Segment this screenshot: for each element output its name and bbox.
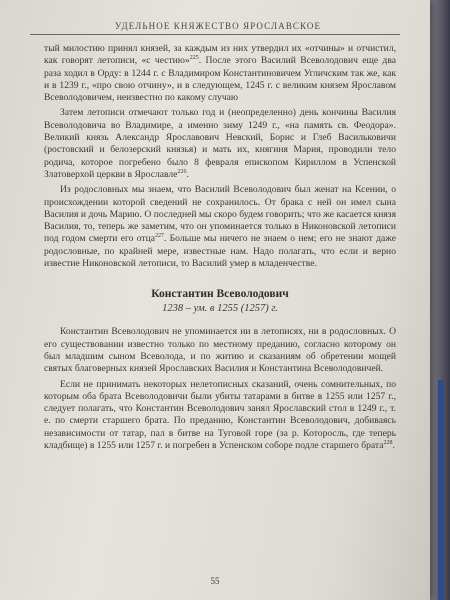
section-title: Константин Всеволодович — [151, 288, 289, 301]
paragraph-text: . После этого Василий Всеволодович еще два раза ходил в Орду: в 1244 г. с Владимиром Константиновичем Угличским так же, как и в 1239 г., «про свою отчину», и в следующем, 1245 г. с великим князем Ярославом Всеволодовичем, неизвестно по какому случаю — [44, 55, 396, 104]
paragraph — [44, 184, 396, 270]
paragraph-text: . — [392, 440, 395, 452]
paragraph-text: . — [186, 168, 189, 180]
page-number: 55 — [210, 576, 220, 586]
footnote-ref: 227 — [155, 233, 164, 240]
section-heading — [44, 287, 396, 315]
section-dates: 1238 – ум. в 1255 (1257) г. — [162, 303, 278, 315]
paragraph-text: Константин Всеволодович не упоминается ни в летописях, ни в родословных. О его существовании известно только по местному преданию, согласно которому он был младшим сыном Всеволода, и по житию и сказаниям об обретении мощей святых благоверных князей Ярославских Василия и Константина Всеволодовичей. — [44, 326, 396, 375]
paragraph-text: тый милостию принял князей, за каждым из них утвердил их «отчины» и отчистил, как говорят летописи, «с честию» — [44, 43, 396, 67]
footnote-ref: 225 — [189, 55, 199, 62]
header-rule — [30, 34, 400, 35]
paragraph-text: . Больше мы ничего не знаем о нем; его не знают даже родословные, по крайней мере, известные нам. Надо полагать, что если и верно известие Никоновской летописи, то Василий умер в младенчестве. — [44, 233, 396, 270]
footnote-ref: 226 — [177, 168, 187, 175]
page-body — [44, 43, 396, 455]
paragraph-text: Если не принимать некоторых нелетописных сказаний, очень сомнительных, по которым оба брата Всеволодовичи были убиты татарами в битве в 1255 или 1257 г., следует полагать, что Константин Всеволодович занял Ярославский стол в 1249 г., т. е. по смерти старшего брата. По преданию, Константин Всеволодович, добиваясь независимости от татар, пал в битве на Туговой горе (за р. Которосль, где теперь кладбище) в 1255 или 1257 г. и погребен в Успенском соборе подле старшего брата — [44, 378, 396, 452]
paragraph-text: Из родословных мы знаем, что Василий Всеволодович был женат на Ксении, о происхождении которой сведений не сохранилось. От брака с ней он имел сына Василия и дочь Марию. О последней мы скоро будем говорить; что же касается князя Василия, то, теперь же заметим, что он упоминается только в Никоновской летописи под годом смерти его отца — [44, 184, 396, 245]
paragraph-text: Затем летописи отмечают только год и (неопределенно) день кончины Василия Всеволодовича во Владимире, а именно зиму 1249 г., «на память св. Феодора». Великий князь Александр Ярославович Невский, Борис и Глеб Васильковичи (ростовский и белозерский князья) и мать их, княгиня Мария, проводили тело родича, которое погребено было 8 февраля епископом Кириллом в Успенской Златоверхой церкви в Ярославле — [44, 107, 396, 180]
paragraph — [44, 379, 396, 453]
paragraph — [44, 107, 396, 181]
paragraph — [44, 43, 396, 104]
paragraph — [44, 326, 396, 375]
bookmark-strip — [438, 380, 444, 600]
running-header: УДЕЛЬНОЕ КНЯЖЕСТВО ЯРОСЛАВСКОЕ — [114, 21, 322, 31]
footnote-ref: 228 — [383, 439, 393, 446]
